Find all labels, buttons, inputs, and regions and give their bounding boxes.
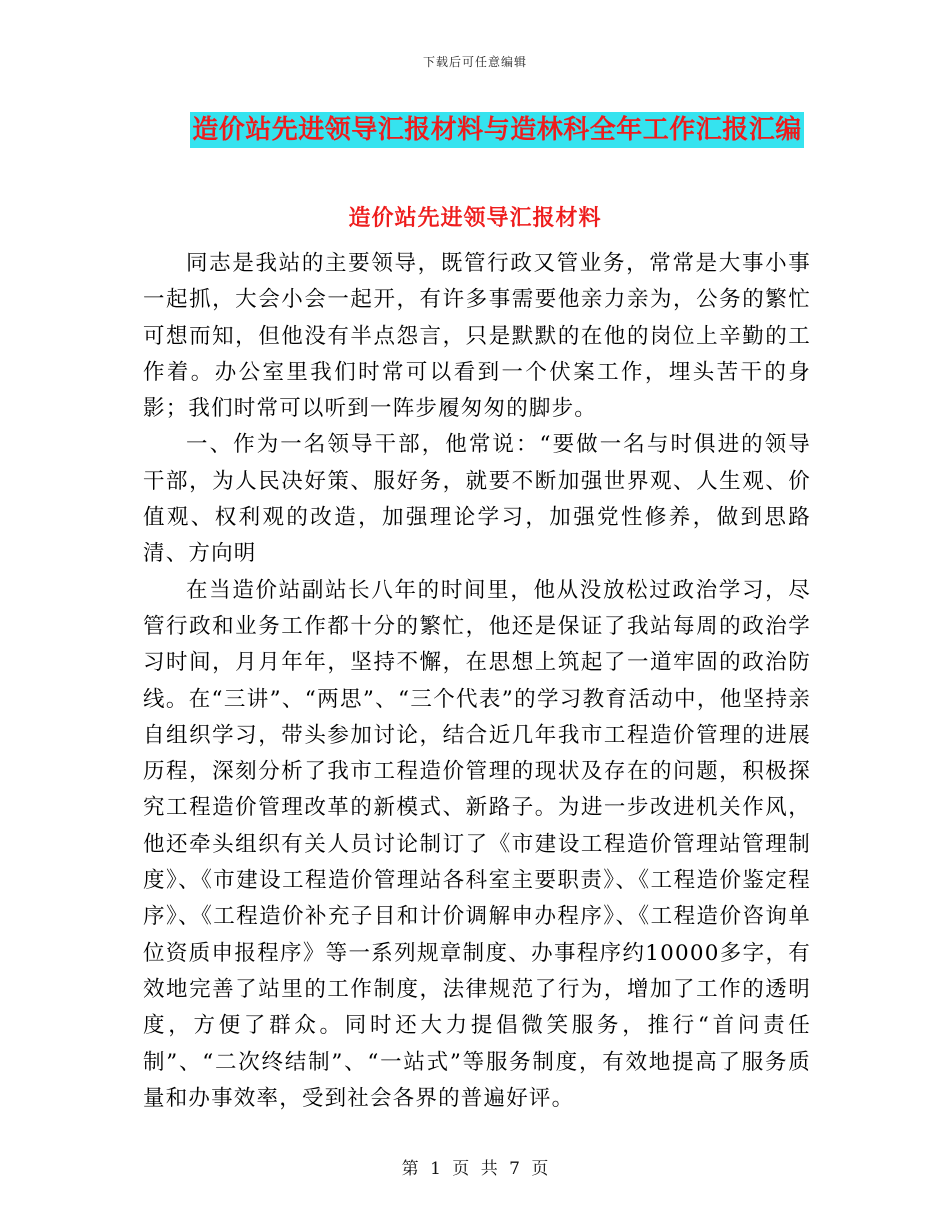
main-title-container: [0, 112, 950, 148]
section-title: 造价站先进领导汇报材料: [348, 206, 602, 231]
body-paragraph: 在当造价站副站长八年的时间里，他从没放松过政治学习，尽管行政和业务工作都十分的繁忙，他还是保证了我站每周的政治学习时间，月月年年，坚持不懈，在思想上筑起了一道牢固的政治防线。在“三讲”、“两思”、“三个代表”的学习教育活动中，他坚持亲自组织学习，带头参加讨论，结合近几年我市工程造价管理的进展历程，深刻分析了我市工程造价管理的现状及存在的问题，积极探究工程造价管理改革的新模式、新路子。为进一步改进机关作风，他还牵头组织有关人员讨论制订了《市建设工程造价管理站管理制度》、《市建设工程造价管理站各科室主要职责》、《工程造价鉴定程序》、《工程造价补充子目和计价调解申办程序》、《工程造价咨询单位资质申报程序》等一系列规章制度、办事程序约10000多字，有效地完善了站里的工作制度，法律规范了行为，增加了工作的透明度，方便了群众。同时还大力提倡微笑服务，推行“首问责任制”、“二次终结制”、“一站式”等服务制度，有效地提高了服务质量和办事效率，受到社会各界的普遍好评。: [143, 577, 811, 1111]
page-footer-number: 第 1 页 共 7 页: [401, 1159, 549, 1179]
body-paragraph: 同志是我站的主要领导，既管行政又管业务，常常是大事小事一起抓，大会小会一起开，有许多事需要他亲力亲为，公务的繁忙可想而知，但他没有半点怨言，只是默默的在他的岗位上辛勤的工作着。办公室里我们时常可以看到一个伏案工作，埋头苦干的身影；我们时常可以听到一阵步履匆匆的脚步。: [143, 251, 811, 422]
body-paragraph: 一、作为一名领导干部，他常说：“要做一名与时俱进的领导干部，为人民决好策、服好务，就要不断加强世界观、人生观、价值观、权利观的改造，加强理论学习，加强党性修养，做到思路清、方向明: [143, 432, 811, 567]
document-main-title: 造价站先进领导汇报材料与造林科全年工作汇报汇编: [190, 112, 804, 148]
document-body: [143, 246, 811, 1117]
page-header-note: 下载后可任意编辑: [422, 55, 527, 69]
